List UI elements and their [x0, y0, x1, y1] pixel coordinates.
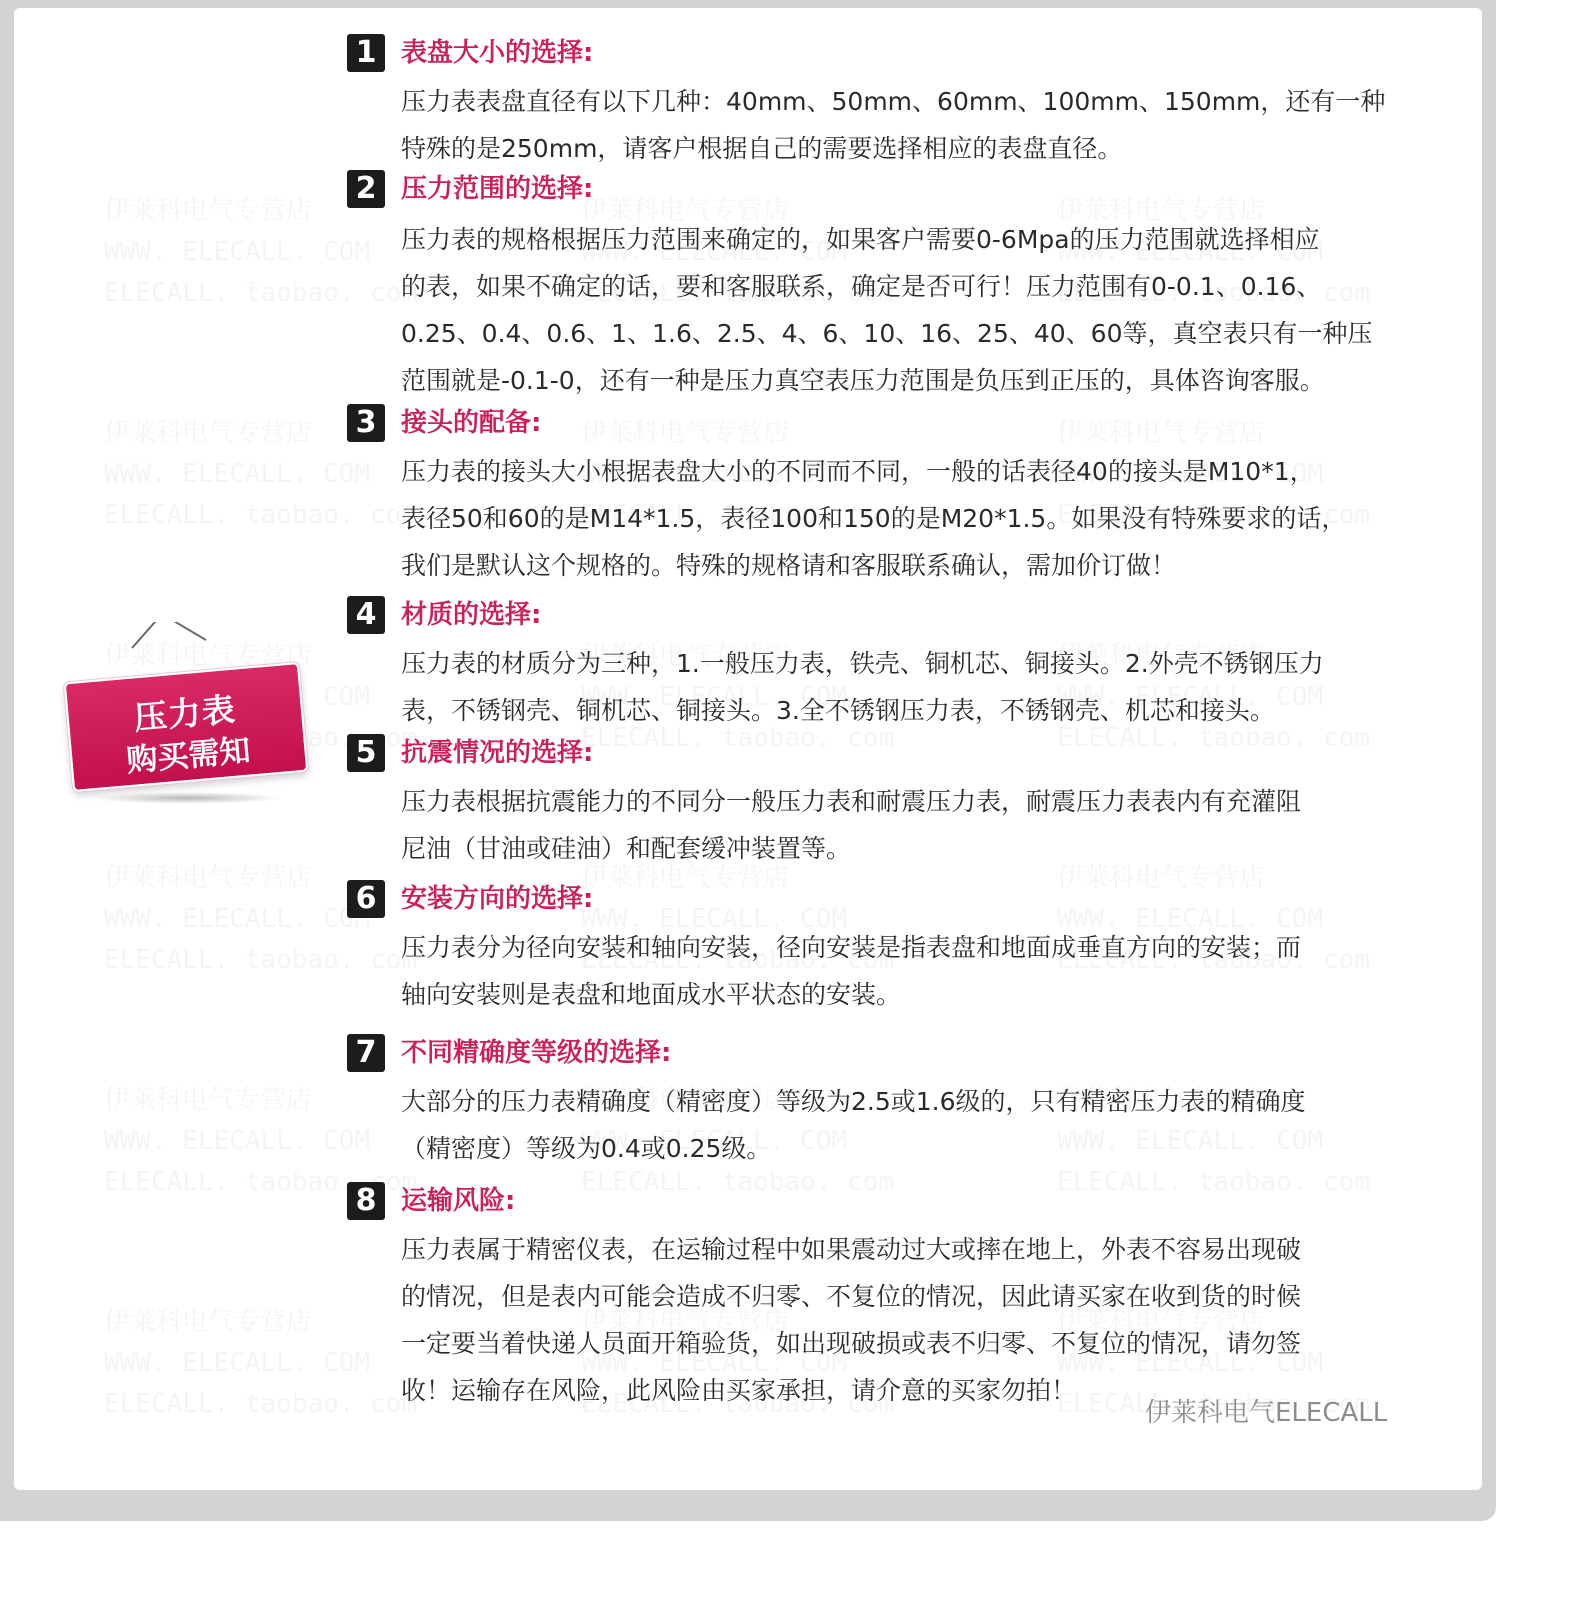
section-title: 运输风险: — [401, 1186, 516, 1216]
tag-shadow — [92, 792, 282, 804]
section-number-badge: 3 — [347, 404, 385, 442]
section-body: 压力表的材质分为三种，1.一般压力表，铁壳、铜机芯、铜接头。2.外壳不锈钢压力 表，不锈钢壳、铜机芯、铜接头。3.全不锈钢压力表，不锈钢壳、机芯和接头。 — [401, 649, 1324, 725]
section-title: 表盘大小的选择: — [401, 38, 594, 68]
store-signature: 伊莱科电气ELECALL — [1145, 1398, 1388, 1428]
section-number-badge: 4 — [347, 596, 385, 634]
section-number-badge: 1 — [347, 34, 385, 72]
section-body: 压力表表盘直径有以下几种：40mm、50mm、60mm、100mm、150mm，还有一种 特殊的是250mm，请客户根据自己的需要选择相应的表盘直径。 — [401, 87, 1386, 163]
section-body: 压力表根据抗震能力的不同分一般压力表和耐震压力表，耐震压力表表内有充灌阻 尼油（甘油或硅油）和配套缓冲装置等。 — [401, 787, 1302, 863]
section-body: 压力表的接头大小根据表盘大小的不同而不同，一般的话表径40的接头是M10*1， 表径50和60的是M14*1.5，表径100和150的是M20*1.5。如果没有特殊要求的话， 我们是默认这个规格的。特殊的规格请和客服联系确认，需加价订做！ — [401, 457, 1347, 580]
section-number-badge: 8 — [347, 1182, 385, 1220]
section-body: 压力表的规格根据压力范围来确定的，如果客户需要0-6Mpa的压力范围就选择相应 的表，如果不确定的话，要和客服联系，确定是否可行！压力范围有0-0.1、0.16、 0.25、0.4、0.6、1、1.6、2.5、4、6、10、16、25、40、60等，真空表只有一种压 范围就是-0.1-0，还有一种是压力真空表压力范围是负压到正压的，具体咨询客服。 — [401, 225, 1373, 395]
watermark — [104, 191, 417, 314]
section-number-badge: 7 — [347, 1034, 385, 1072]
section-body: 压力表分为径向安装和轴向安装，径向安装是指表盘和地面成垂直方向的安装；而 轴向安装则是表盘和地面成水平状态的安装。 — [401, 933, 1302, 1009]
section-number-badge: 2 — [347, 170, 385, 208]
section-title: 抗震情况的选择: — [401, 738, 594, 768]
watermark — [104, 858, 417, 981]
section-body: 大部分的压力表精确度（精密度）等级为2.5或1.6级的，只有精密压力表的精确度 （精密度）等级为0.4或0.25级。 — [401, 1087, 1306, 1163]
watermark — [104, 1302, 417, 1425]
tag-line-2: 购买需知 — [125, 732, 252, 780]
section-number-badge: 6 — [347, 880, 385, 918]
section-title: 压力范围的选择: — [401, 174, 594, 204]
tag-label — [64, 662, 309, 792]
purchase-notice-tag — [50, 622, 328, 812]
section-body: 压力表属于精密仪表，在运输过程中如果震动过大或摔在地上，外表不容易出现破 的情况，但是表内可能会造成不归零、不复位的情况，因此请买家在收到货的时候 一定要当着快递人员面开箱验货，如出现破损或表不归零、不复位的情况，请勿签 收！运输存在风险，此风险由买家承担，请介意的买家勿拍！ — [401, 1235, 1302, 1405]
section-title: 不同精确度等级的选择: — [401, 1038, 672, 1068]
section-number-badge: 5 — [347, 734, 385, 772]
section-title: 材质的选择: — [401, 600, 542, 630]
tag-line-1: 压力表 — [132, 689, 238, 738]
tag-card — [53, 651, 319, 803]
section-title: 安装方向的选择: — [401, 884, 594, 914]
section-title: 接头的配备: — [401, 408, 542, 438]
